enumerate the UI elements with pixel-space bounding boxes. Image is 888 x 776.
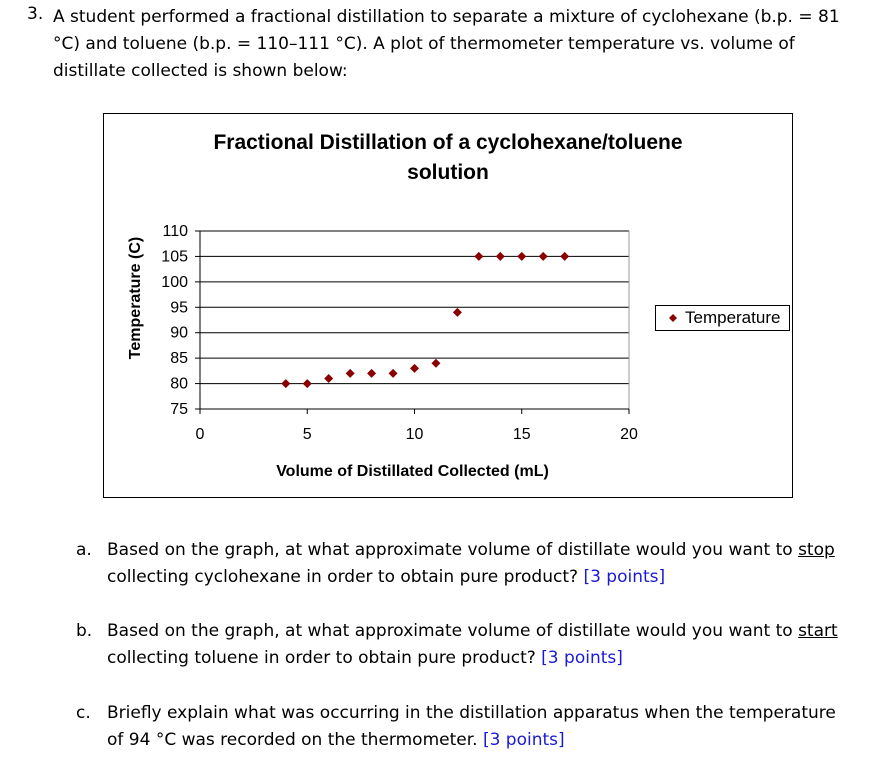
data-point-0-13 xyxy=(560,252,569,261)
part-c-points: [3 points] xyxy=(482,730,565,750)
data-point-0-6 xyxy=(410,364,419,373)
y-tick-label-80: 80 xyxy=(170,375,188,393)
legend-marker-diamond-icon xyxy=(665,310,681,326)
y-tick-label-75: 75 xyxy=(170,401,188,418)
y-tick-label-90: 90 xyxy=(170,324,188,342)
data-point-0-12 xyxy=(539,252,548,261)
x-tick-label-15: 15 xyxy=(512,426,531,443)
part-c-letter: c. xyxy=(76,703,91,723)
y-tick-label-100: 100 xyxy=(161,273,188,291)
part-b-underlined: start xyxy=(798,621,838,641)
y-tick-label-95: 95 xyxy=(170,299,188,317)
data-point-0-1 xyxy=(303,379,312,388)
part-b-text xyxy=(107,618,847,672)
chart-figure xyxy=(103,113,793,498)
data-point-0-2 xyxy=(324,374,333,383)
part-c-text xyxy=(107,700,847,754)
y-tick-label-85: 85 xyxy=(170,350,188,368)
part-a-text xyxy=(107,537,847,591)
data-point-0-11 xyxy=(517,252,526,261)
legend-label: Temperature xyxy=(685,308,781,327)
part-a-before: Based on the graph, at what approximate volume of distillate would you want to xyxy=(107,540,799,560)
part-a-after: collecting cyclohexane in order to obtain pure product? xyxy=(107,567,579,587)
data-point-0-3 xyxy=(346,369,355,378)
part-b-before: Based on the graph, at what approximate volume of distillate would you want to xyxy=(107,621,799,641)
data-point-0-7 xyxy=(431,359,440,368)
question-intro: A student performed a fractional distillation to separate a mixture of cyclohexane (b.p. = 81 °C) and toluene (b.p. = 110–111 °C). A plot of thermometer temperature vs. volume of distillate collected is shown below: xyxy=(53,7,840,81)
data-point-0-5 xyxy=(389,369,398,378)
question-number: 3. xyxy=(27,4,44,24)
part-c-before: Briefly explain what was occurring in the distillation apparatus when the temperature of 94 °C was recorded on the thermometer. xyxy=(107,703,836,750)
part-b-points: [3 points] xyxy=(541,648,623,668)
part-a-points: [3 points] xyxy=(583,567,666,587)
part-a-letter: a. xyxy=(76,540,92,560)
x-tick-label-0: 0 xyxy=(195,426,205,443)
data-point-0-0 xyxy=(281,379,290,388)
x-tick-label-5: 5 xyxy=(302,426,312,443)
x-tick-label-10: 10 xyxy=(405,426,424,443)
chart-title-line1: Fractional Distillation of a cyclohexane/toluene xyxy=(213,131,683,154)
part-b-letter: b. xyxy=(76,621,93,641)
chart-title-line2: solution xyxy=(407,161,489,184)
data-point-0-9 xyxy=(474,252,483,261)
x-axis-title: Volume of Distillated Collected (mL) xyxy=(276,463,549,480)
y-tick-label-105: 105 xyxy=(161,248,188,266)
data-point-0-8 xyxy=(453,308,462,317)
part-a-underlined: stop xyxy=(798,540,835,560)
data-point-0-4 xyxy=(367,369,376,378)
data-point-0-10 xyxy=(496,252,505,261)
part-b-after: collecting toluene in order to obtain pure product? xyxy=(107,648,536,668)
x-tick-label-20: 20 xyxy=(620,426,638,443)
y-axis-title: Temperature (C) xyxy=(127,236,144,360)
chart-legend xyxy=(655,305,790,331)
y-tick-label-110: 110 xyxy=(162,223,188,240)
